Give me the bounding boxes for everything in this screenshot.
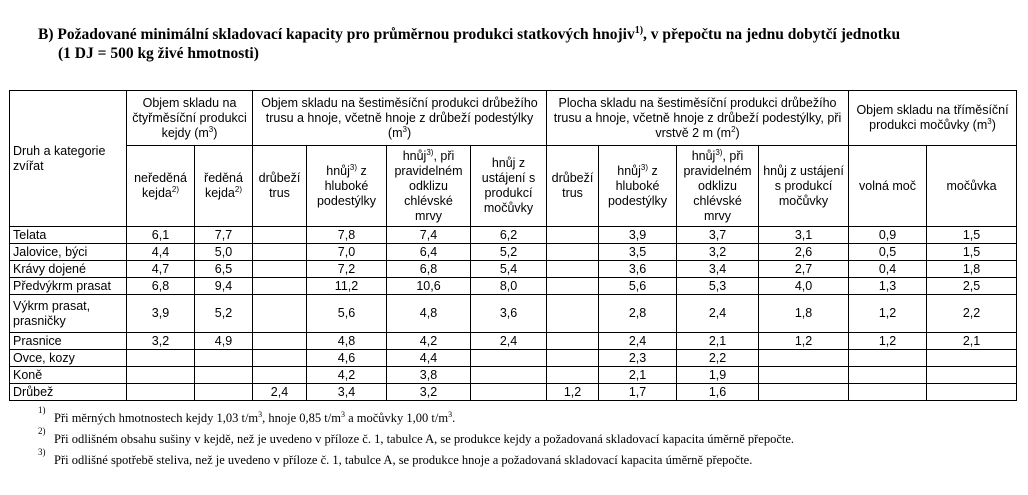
group-header-manure-volume: Objem skladu na šestiměsíční produkci drůbežího trusu a hnoje, včetně hnoje z drůbeží podestýlky $(m^3)$ xyxy=(253,91,547,146)
table-cell xyxy=(471,350,547,367)
table-cell: 4,2 xyxy=(387,333,471,350)
table-row xyxy=(10,261,1017,278)
subheader-housing-manure-volume: hnůj z ustájení s produkcí močůvky xyxy=(471,146,547,227)
table-cell: 3,2 xyxy=(677,244,759,261)
table-row xyxy=(10,244,1017,261)
table-cell: 2,8 xyxy=(599,295,677,333)
footnote-mark: 1) xyxy=(38,405,46,415)
table-cell: 4,8 xyxy=(387,295,471,333)
table-cell: 1,2 xyxy=(849,295,927,333)
table-cell xyxy=(471,384,547,401)
table-cell: 4,9 xyxy=(195,333,253,350)
table-cell: 7,4 xyxy=(387,227,471,244)
table-cell: 5,4 xyxy=(471,261,547,278)
table-cell: 0,9 xyxy=(849,227,927,244)
table-cell: 1,5 xyxy=(927,244,1017,261)
table-cell: 4,2 xyxy=(307,367,387,384)
table-cell: 2,1 xyxy=(927,333,1017,350)
table-cell: 3,1 xyxy=(759,227,849,244)
table-cell: 0,4 xyxy=(849,261,927,278)
table-row xyxy=(10,333,1017,350)
table-cell xyxy=(849,350,927,367)
table-cell xyxy=(195,350,253,367)
table-cell: 4,0 xyxy=(759,278,849,295)
table-cell xyxy=(195,384,253,401)
row-name: Krávy dojené xyxy=(10,261,127,278)
heading-line1: B) Požadované minimální skladovací kapacity pro průměrnou produkci statkových hnojiv xyxy=(38,26,635,43)
footnotes xyxy=(38,405,1018,471)
table-cell: 4,4 xyxy=(127,244,195,261)
table-cell xyxy=(471,367,547,384)
table-cell: 2,4 xyxy=(599,333,677,350)
table-cell: 4,8 xyxy=(307,333,387,350)
table-cell xyxy=(547,244,599,261)
table-cell: 2,1 xyxy=(599,367,677,384)
table-cell xyxy=(547,261,599,278)
table-row xyxy=(10,384,1017,401)
row-name: Jalovice, býci xyxy=(10,244,127,261)
subheader-diluted-slurry: ředěná kejda$^{2)}$ xyxy=(195,146,253,227)
table-cell: 3,5 xyxy=(599,244,677,261)
table-cell: 3,2 xyxy=(127,333,195,350)
subheader-deep-litter-volume: hnůj$^{3)}$ z hluboké podestýlky xyxy=(307,146,387,227)
table-cell xyxy=(927,350,1017,367)
footnote-mark: 3) xyxy=(38,447,46,457)
table-cell: 2,2 xyxy=(677,350,759,367)
subheader-housing-manure-area: hnůj z ustájení s produkcí močůvky xyxy=(759,146,849,227)
table-cell xyxy=(547,333,599,350)
subheader-regular-removal-area: hnůj$^{3)}$, při pravidelném odklizu chlévské mrvy xyxy=(677,146,759,227)
subheader-poultry-droppings-area: drůbeží trus xyxy=(547,146,599,227)
table-cell xyxy=(253,333,307,350)
table-cell xyxy=(253,295,307,333)
table-cell: 7,8 xyxy=(307,227,387,244)
row-name: Prasnice xyxy=(10,333,127,350)
row-name: Koně xyxy=(10,367,127,384)
table-cell: 6,4 xyxy=(387,244,471,261)
table-cell: 2,4 xyxy=(471,333,547,350)
table-cell xyxy=(127,350,195,367)
section-heading xyxy=(38,25,1018,63)
table-cell: 11,2 xyxy=(307,278,387,295)
row-name: Výkrm prasat, prasničky xyxy=(10,295,127,333)
table-cell xyxy=(253,227,307,244)
heading-line1-tail: , v přepočtu na jednu dobytčí jednotku xyxy=(643,26,901,43)
table-cell: 1,8 xyxy=(759,295,849,333)
table-cell: 5,0 xyxy=(195,244,253,261)
group-header-liquid-manure: Objem skladu na tříměsíční produkci močůvky $(m^3)$ xyxy=(849,91,1017,146)
table-row xyxy=(10,278,1017,295)
table-row xyxy=(10,227,1017,244)
table-cell: 1,9 xyxy=(677,367,759,384)
table-cell xyxy=(759,367,849,384)
table-cell: 5,3 xyxy=(677,278,759,295)
table-cell: 3,9 xyxy=(127,295,195,333)
table-cell xyxy=(195,367,253,384)
table-cell: 4,6 xyxy=(307,350,387,367)
table-cell: 3,7 xyxy=(677,227,759,244)
subheader-liquid-manure: močůvka xyxy=(927,146,1017,227)
table-cell xyxy=(253,244,307,261)
table-cell: 0,5 xyxy=(849,244,927,261)
footnote-3 xyxy=(38,447,1018,471)
table-cell: 2,2 xyxy=(927,295,1017,333)
table-cell xyxy=(849,384,927,401)
table-cell: 3,6 xyxy=(471,295,547,333)
table-cell: 4,7 xyxy=(127,261,195,278)
table-cell xyxy=(547,350,599,367)
table-cell: 3,8 xyxy=(387,367,471,384)
table-cell: 6,8 xyxy=(127,278,195,295)
row-name: Předvýkrm prasat xyxy=(10,278,127,295)
footnote-1 xyxy=(38,405,1018,429)
table-cell: 1,2 xyxy=(759,333,849,350)
table-cell: 3,2 xyxy=(387,384,471,401)
table-cell xyxy=(253,367,307,384)
table-cell: 9,4 xyxy=(195,278,253,295)
table-cell: 1,6 xyxy=(677,384,759,401)
table-cell: 3,6 xyxy=(599,261,677,278)
row-name: Telata xyxy=(10,227,127,244)
table-cell xyxy=(547,278,599,295)
table-cell: 5,6 xyxy=(307,295,387,333)
table-cell: 2,6 xyxy=(759,244,849,261)
table-cell: 10,6 xyxy=(387,278,471,295)
table-cell xyxy=(927,384,1017,401)
table-cell: 2,7 xyxy=(759,261,849,278)
table-cell: 3,9 xyxy=(599,227,677,244)
table-cell: 2,5 xyxy=(927,278,1017,295)
table-cell xyxy=(253,278,307,295)
subheader-free-urine: volná moč xyxy=(849,146,927,227)
table-cell: 8,0 xyxy=(471,278,547,295)
table-cell: 6,1 xyxy=(127,227,195,244)
subheader-poultry-droppings-volume: drůbeží trus xyxy=(253,146,307,227)
subheader-deep-litter-area: hnůj$^{3)}$ z hluboké podestýlky xyxy=(599,146,677,227)
table-cell: 2,4 xyxy=(253,384,307,401)
table-cell: 7,0 xyxy=(307,244,387,261)
subheader-undiluted-slurry: neředěná kejda$^{2)}$ xyxy=(127,146,195,227)
footnote-text: Při odlišném obsahu sušiny v kejdě, než je uvedeno v příloze č. 1, tabulce A, se produkce kejdy a požadovaná skladovací kapacita úměrně přepočte. xyxy=(54,432,795,446)
table-cell xyxy=(253,261,307,278)
table-row xyxy=(10,295,1017,333)
group-header-manure-area: Plocha skladu na šestiměsíční produkci drůbežího trusu a hnoje, včetně hnoje z drůbeží podestýlky, při vrstvě 2 m $(m^2)$ xyxy=(547,91,849,146)
table-cell xyxy=(253,350,307,367)
table-cell xyxy=(127,367,195,384)
table-cell xyxy=(547,295,599,333)
table-cell: 7,2 xyxy=(307,261,387,278)
footnote-2 xyxy=(38,426,1018,450)
table-cell xyxy=(127,384,195,401)
table-cell: 3,4 xyxy=(677,261,759,278)
table-cell: 2,1 xyxy=(677,333,759,350)
table-cell: 1,2 xyxy=(547,384,599,401)
row-name: Drůbež xyxy=(10,384,127,401)
table-cell xyxy=(547,367,599,384)
table-row xyxy=(10,350,1017,367)
footnote-text: Při odlišné spotřebě steliva, než je uvedeno v příloze č. 1, tabulce A, se produkce hnoje a požadovaná skladovací kapacita úměrně přepočte. xyxy=(54,453,753,467)
table-cell: 6,5 xyxy=(195,261,253,278)
table-cell xyxy=(759,350,849,367)
table-cell xyxy=(547,227,599,244)
table-cell: 6,2 xyxy=(471,227,547,244)
table-cell: 2,3 xyxy=(599,350,677,367)
table-cell: 5,2 xyxy=(195,295,253,333)
table-cell xyxy=(759,384,849,401)
table-cell: 2,4 xyxy=(677,295,759,333)
table-cell: 6,8 xyxy=(387,261,471,278)
table-cell xyxy=(927,367,1017,384)
table-row xyxy=(10,367,1017,384)
table-cell: 4,4 xyxy=(387,350,471,367)
table-cell: 1,7 xyxy=(599,384,677,401)
group-header-slurry: Objem skladu na čtyřměsíční produkci kejdy $(m^3)$ xyxy=(127,91,253,146)
heading-footnote-ref: 1) xyxy=(634,25,644,36)
table-cell: 1,2 xyxy=(849,333,927,350)
table-cell: 5,6 xyxy=(599,278,677,295)
table-cell: 5,2 xyxy=(471,244,547,261)
table-cell: 3,4 xyxy=(307,384,387,401)
table-cell: 7,7 xyxy=(195,227,253,244)
table-cell: 1,5 xyxy=(927,227,1017,244)
subheader-regular-removal-volume: hnůj$^{3)}$, při pravidelném odklizu chlévské mrvy xyxy=(387,146,471,227)
table-cell: 1,8 xyxy=(927,261,1017,278)
table-cell xyxy=(849,367,927,384)
footnote-mark: 2) xyxy=(38,426,46,436)
table-cell: 1,3 xyxy=(849,278,927,295)
heading-line2: (1 DJ = 500 kg živé hmotnosti) xyxy=(58,45,259,62)
row-header-cell: Druh a kategorie zvířat xyxy=(10,91,127,227)
row-name: Ovce, kozy xyxy=(10,350,127,367)
footnote-text: Při měrných hmotnostech kejdy 1,03 $t/m^3$, hnoje 0,85 $t/m^3$ a močůvky 1,00 $t/m^3$. xyxy=(54,410,456,425)
capacity-table xyxy=(9,90,1017,401)
